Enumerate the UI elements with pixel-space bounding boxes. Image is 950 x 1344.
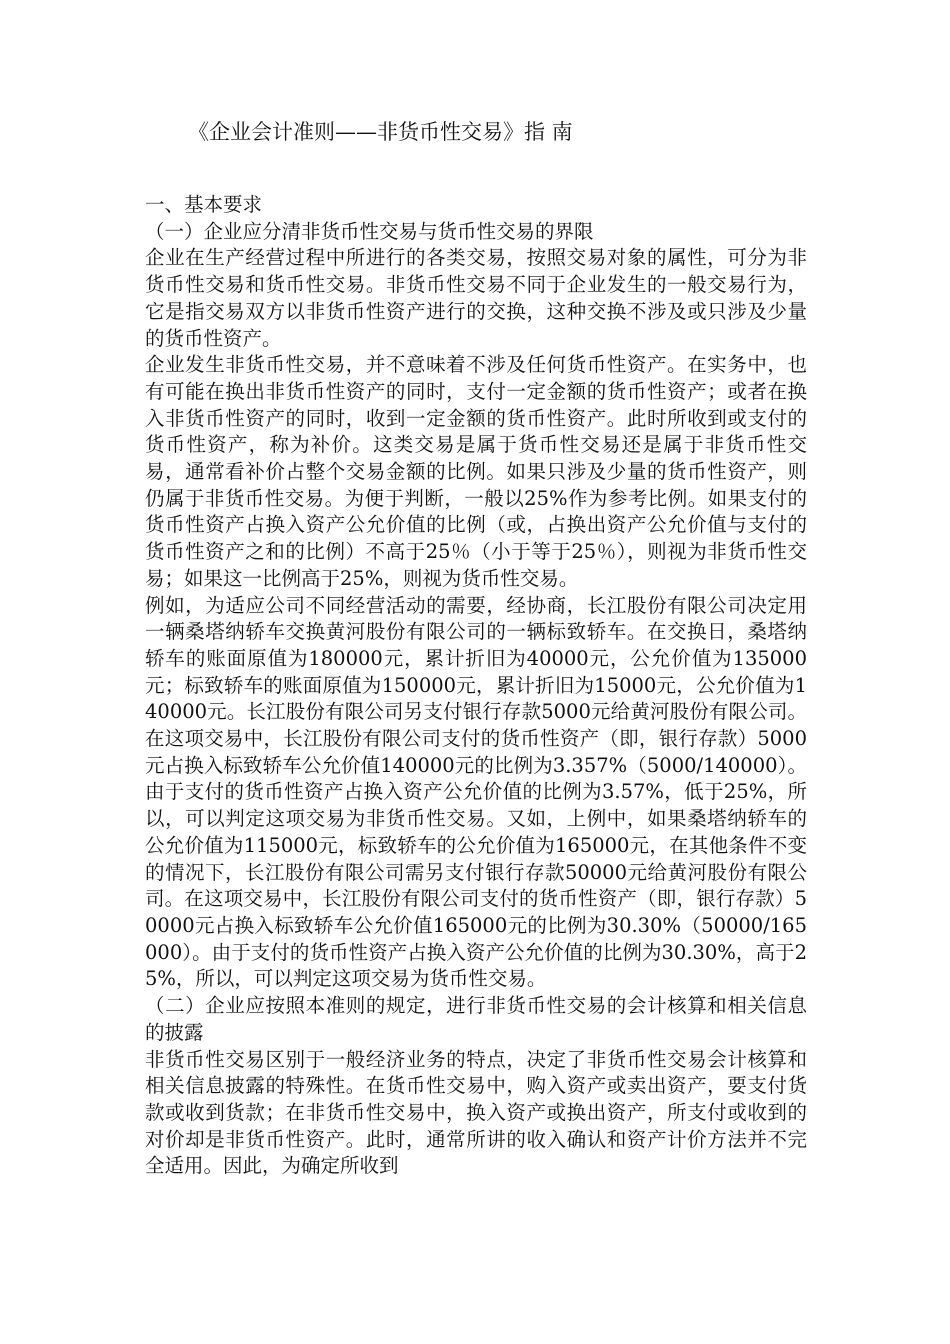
document-body [145, 192, 807, 1180]
paragraph-3: 例如，为适应公司不同经营活动的需要，经协商，长江股份有限公司决定用一辆桑塔纳轿车交换黄河股份有限公司的一辆标致轿车。在交换日，桑塔纳轿车的账面原值为180000元，累计折旧为40000元，公允价值为135000元；标致轿车的账面原值为150000元，累计折旧为15000元，公允价值为140000元。长江股份有限公司另支付银行存款5000元给黄河股份有限公司。在这项交易中，长江股份有限公司支付的货币性资产（即，银行存款）5000元占换入标致轿车公允价值140000元的比例为3.357%（5000/140000）。由于支付的货币性资产占换入资产公允价值的比例为3.57%，低于25%，所以，可以判定这项交易为非货币性交易。又如，上例中，如果桑塔纳轿车的公允价值为115000元，标致轿车的公允价值为165000元，在其他条件不变的情况下，长江股份有限公司需另支付银行存款50000元给黄河股份有限公司。在这项交易中，长江股份有限公司支付的货币性资产（即，银行存款）50000元占换入标致轿车公允价值165000元的比例为30.30%（50000/165000）。由于支付的货币性资产占换入资产公允价值的比例为30.30%，高于25%，所以，可以判定这项交易为货币性交易。 [145, 593, 807, 991]
subsection-heading-2: （二）企业应按照本准则的规定，进行非货币性交易的会计核算和相关信息的披露 [145, 994, 807, 1044]
paragraph-4: 非货币性交易区别于一般经济业务的特点，决定了非货币性交易会计核算和相关信息披露的特殊性。在货币性交易中，购入资产或卖出资产，要支付货款或收到货款；在非货币性交易中，换入资产或换出资产，所支付或收到的对价却是非货币性资产。此时，通常所讲的收入确认和资产计价方法并不完全适用。因此，为确定所收到 [145, 1047, 807, 1178]
section-heading-basic-requirements: 一、基本要求 [145, 193, 263, 216]
paragraph-1: 企业在生产经营过程中所进行的各类交易，按照交易对象的属性，可分为非货币性交易和货币性交易。非货币性交易不同于企业发生的一般交易行为，它是指交易双方以非货币性资产进行的交换，这种交换不涉及或只涉及少量的货币性资产。 [145, 246, 807, 350]
subsection-heading-1: （一）企业应分清非货币性交易与货币性交易的界限 [145, 219, 594, 243]
paragraph-2: 企业发生非货币性交易，并不意味着不涉及任何货币性资产。在实务中，也有可能在换出非货币性资产的同时，支付一定金额的货币性资产；或者在换入非货币性资产的同时，收到一定金额的货币性资产。此时所收到或支付的货币性资产，称为补价。这类交易是属于货币性交易还是属于非货币性交易，通常看补价占整个交易金额的比例。如果只涉及少量的货币性资产，则仍属于非货币性交易。为便于判断，一般以25%作为参考比例。如果支付的货币性资产占换入资产公允价值的比例（或，占换出资产公允价值与支付的货币性资产之和的比例）不高于25％（小于等于25％），则视为非货币性交易；如果这一比例高于25%，则视为货币性交易。 [145, 353, 807, 590]
document-title: 《企业会计准则——非货币性交易》指 南 [188, 120, 573, 144]
